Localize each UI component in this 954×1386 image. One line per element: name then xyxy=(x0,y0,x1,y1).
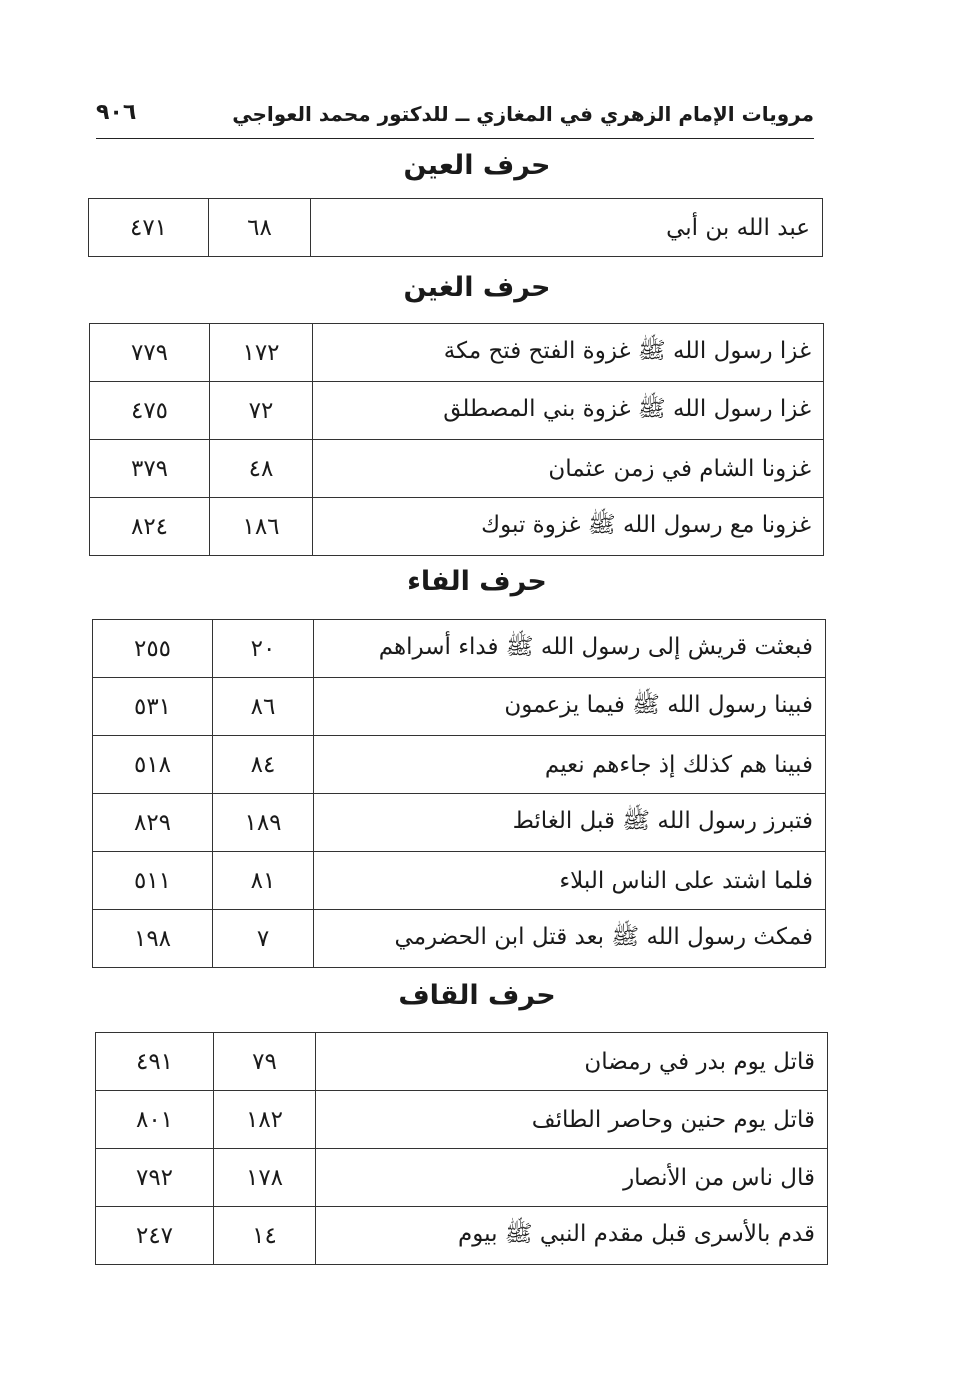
entry-text: قدم بالأسرى قبل مقدم النبي ﷺ بيوم xyxy=(316,1207,828,1265)
entry-page: ٨٢٤ xyxy=(90,498,210,556)
table-row xyxy=(96,1149,828,1207)
entry-page: ٧٧٩ xyxy=(90,324,210,382)
entry-number: ١٤ xyxy=(214,1207,316,1265)
table-row xyxy=(93,678,826,736)
entry-page: ٥٣١ xyxy=(93,678,213,736)
entry-number: ١٨٩ xyxy=(213,794,314,852)
entry-page: ٥١١ xyxy=(93,852,213,910)
entry-text: فبعثت قريش إلى رسول الله ﷺ فداء أسراهم xyxy=(314,620,826,678)
index-table-qaf xyxy=(95,1032,828,1265)
entry-number: ٧ xyxy=(213,910,314,968)
table-row xyxy=(96,1033,828,1091)
page-number: ٩٠٦ xyxy=(96,100,137,125)
entry-number: ٧٢ xyxy=(210,382,313,440)
entry-text: فتبرز رسول الله ﷺ قبل الغائط xyxy=(314,794,826,852)
entry-number: ١٨٢ xyxy=(214,1091,316,1149)
entry-page: ١٩٨ xyxy=(93,910,213,968)
entry-number: ٢٠ xyxy=(213,620,314,678)
running-title: مرويات الإمام الزهري في المغازي ــ للدكتور محمد العواجي xyxy=(232,102,814,126)
entry-text: قاتل يوم حنين وحاصر الطائف xyxy=(316,1091,828,1149)
entry-number: ٦٨ xyxy=(209,199,311,257)
section-title-qaf: حرف القاف xyxy=(398,980,556,1011)
entry-page: ٤٩١ xyxy=(96,1033,214,1091)
entry-number: ١٧٨ xyxy=(214,1149,316,1207)
entry-text: غزا رسول الله ﷺ غزوة بني المصطلق xyxy=(313,382,824,440)
entry-text: فلما اشتد على الناس البلاء xyxy=(314,852,826,910)
entry-page: ٥١٨ xyxy=(93,736,213,794)
table-row xyxy=(93,794,826,852)
entry-page: ٣٧٩ xyxy=(90,440,210,498)
entry-number: ١٨٦ xyxy=(210,498,313,556)
table-row xyxy=(90,324,824,382)
entry-text: غزا رسول الله ﷺ غزوة الفتح فتح مكة xyxy=(313,324,824,382)
table-row xyxy=(90,498,824,556)
table-row xyxy=(93,910,826,968)
entry-number: ٨٦ xyxy=(213,678,314,736)
entry-text: عبد الله بن أبي xyxy=(311,199,823,257)
entry-text: فمكث رسول الله ﷺ بعد قتل ابن الحضرمي xyxy=(314,910,826,968)
index-table-fa xyxy=(92,619,826,968)
index-table-ghain xyxy=(89,323,824,556)
table-row xyxy=(90,382,824,440)
entry-number: ٤٨ xyxy=(210,440,313,498)
entry-page: ٢٤٧ xyxy=(96,1207,214,1265)
index-table-ain xyxy=(88,198,823,257)
entry-number: ٨٤ xyxy=(213,736,314,794)
entry-number: ٨١ xyxy=(213,852,314,910)
entry-page: ٢٥٥ xyxy=(93,620,213,678)
entry-text: غزونا الشام في زمن عثمان xyxy=(313,440,824,498)
entry-number: ٧٩ xyxy=(214,1033,316,1091)
entry-text: قال ناس من الأنصار xyxy=(316,1149,828,1207)
table-row xyxy=(93,852,826,910)
entry-text: قاتل يوم بدر في رمضان xyxy=(316,1033,828,1091)
entry-page: ٤٧١ xyxy=(89,199,209,257)
section-title-ghain: حرف الغين xyxy=(403,272,551,303)
section-title-ain: حرف العين xyxy=(403,150,551,181)
entry-text: غزونا مع رسول الله ﷺ غزوة تبوك xyxy=(313,498,824,556)
table-row xyxy=(90,440,824,498)
table-row xyxy=(93,736,826,794)
table-row xyxy=(96,1207,828,1265)
table-row xyxy=(89,199,823,257)
entry-text: فبينا رسول الله ﷺ فيما يزعمون xyxy=(314,678,826,736)
entry-text: فبينا هم كذلك إذ جاءهم نعيم xyxy=(314,736,826,794)
entry-page: ٨٠١ xyxy=(96,1091,214,1149)
page-header xyxy=(96,100,814,139)
entry-page: ٧٩٢ xyxy=(96,1149,214,1207)
table-row xyxy=(93,620,826,678)
entry-page: ٨٢٩ xyxy=(93,794,213,852)
entry-page: ٤٧٥ xyxy=(90,382,210,440)
section-title-fa: حرف الفاء xyxy=(407,566,547,597)
table-row xyxy=(96,1091,828,1149)
entry-number: ١٧٢ xyxy=(210,324,313,382)
